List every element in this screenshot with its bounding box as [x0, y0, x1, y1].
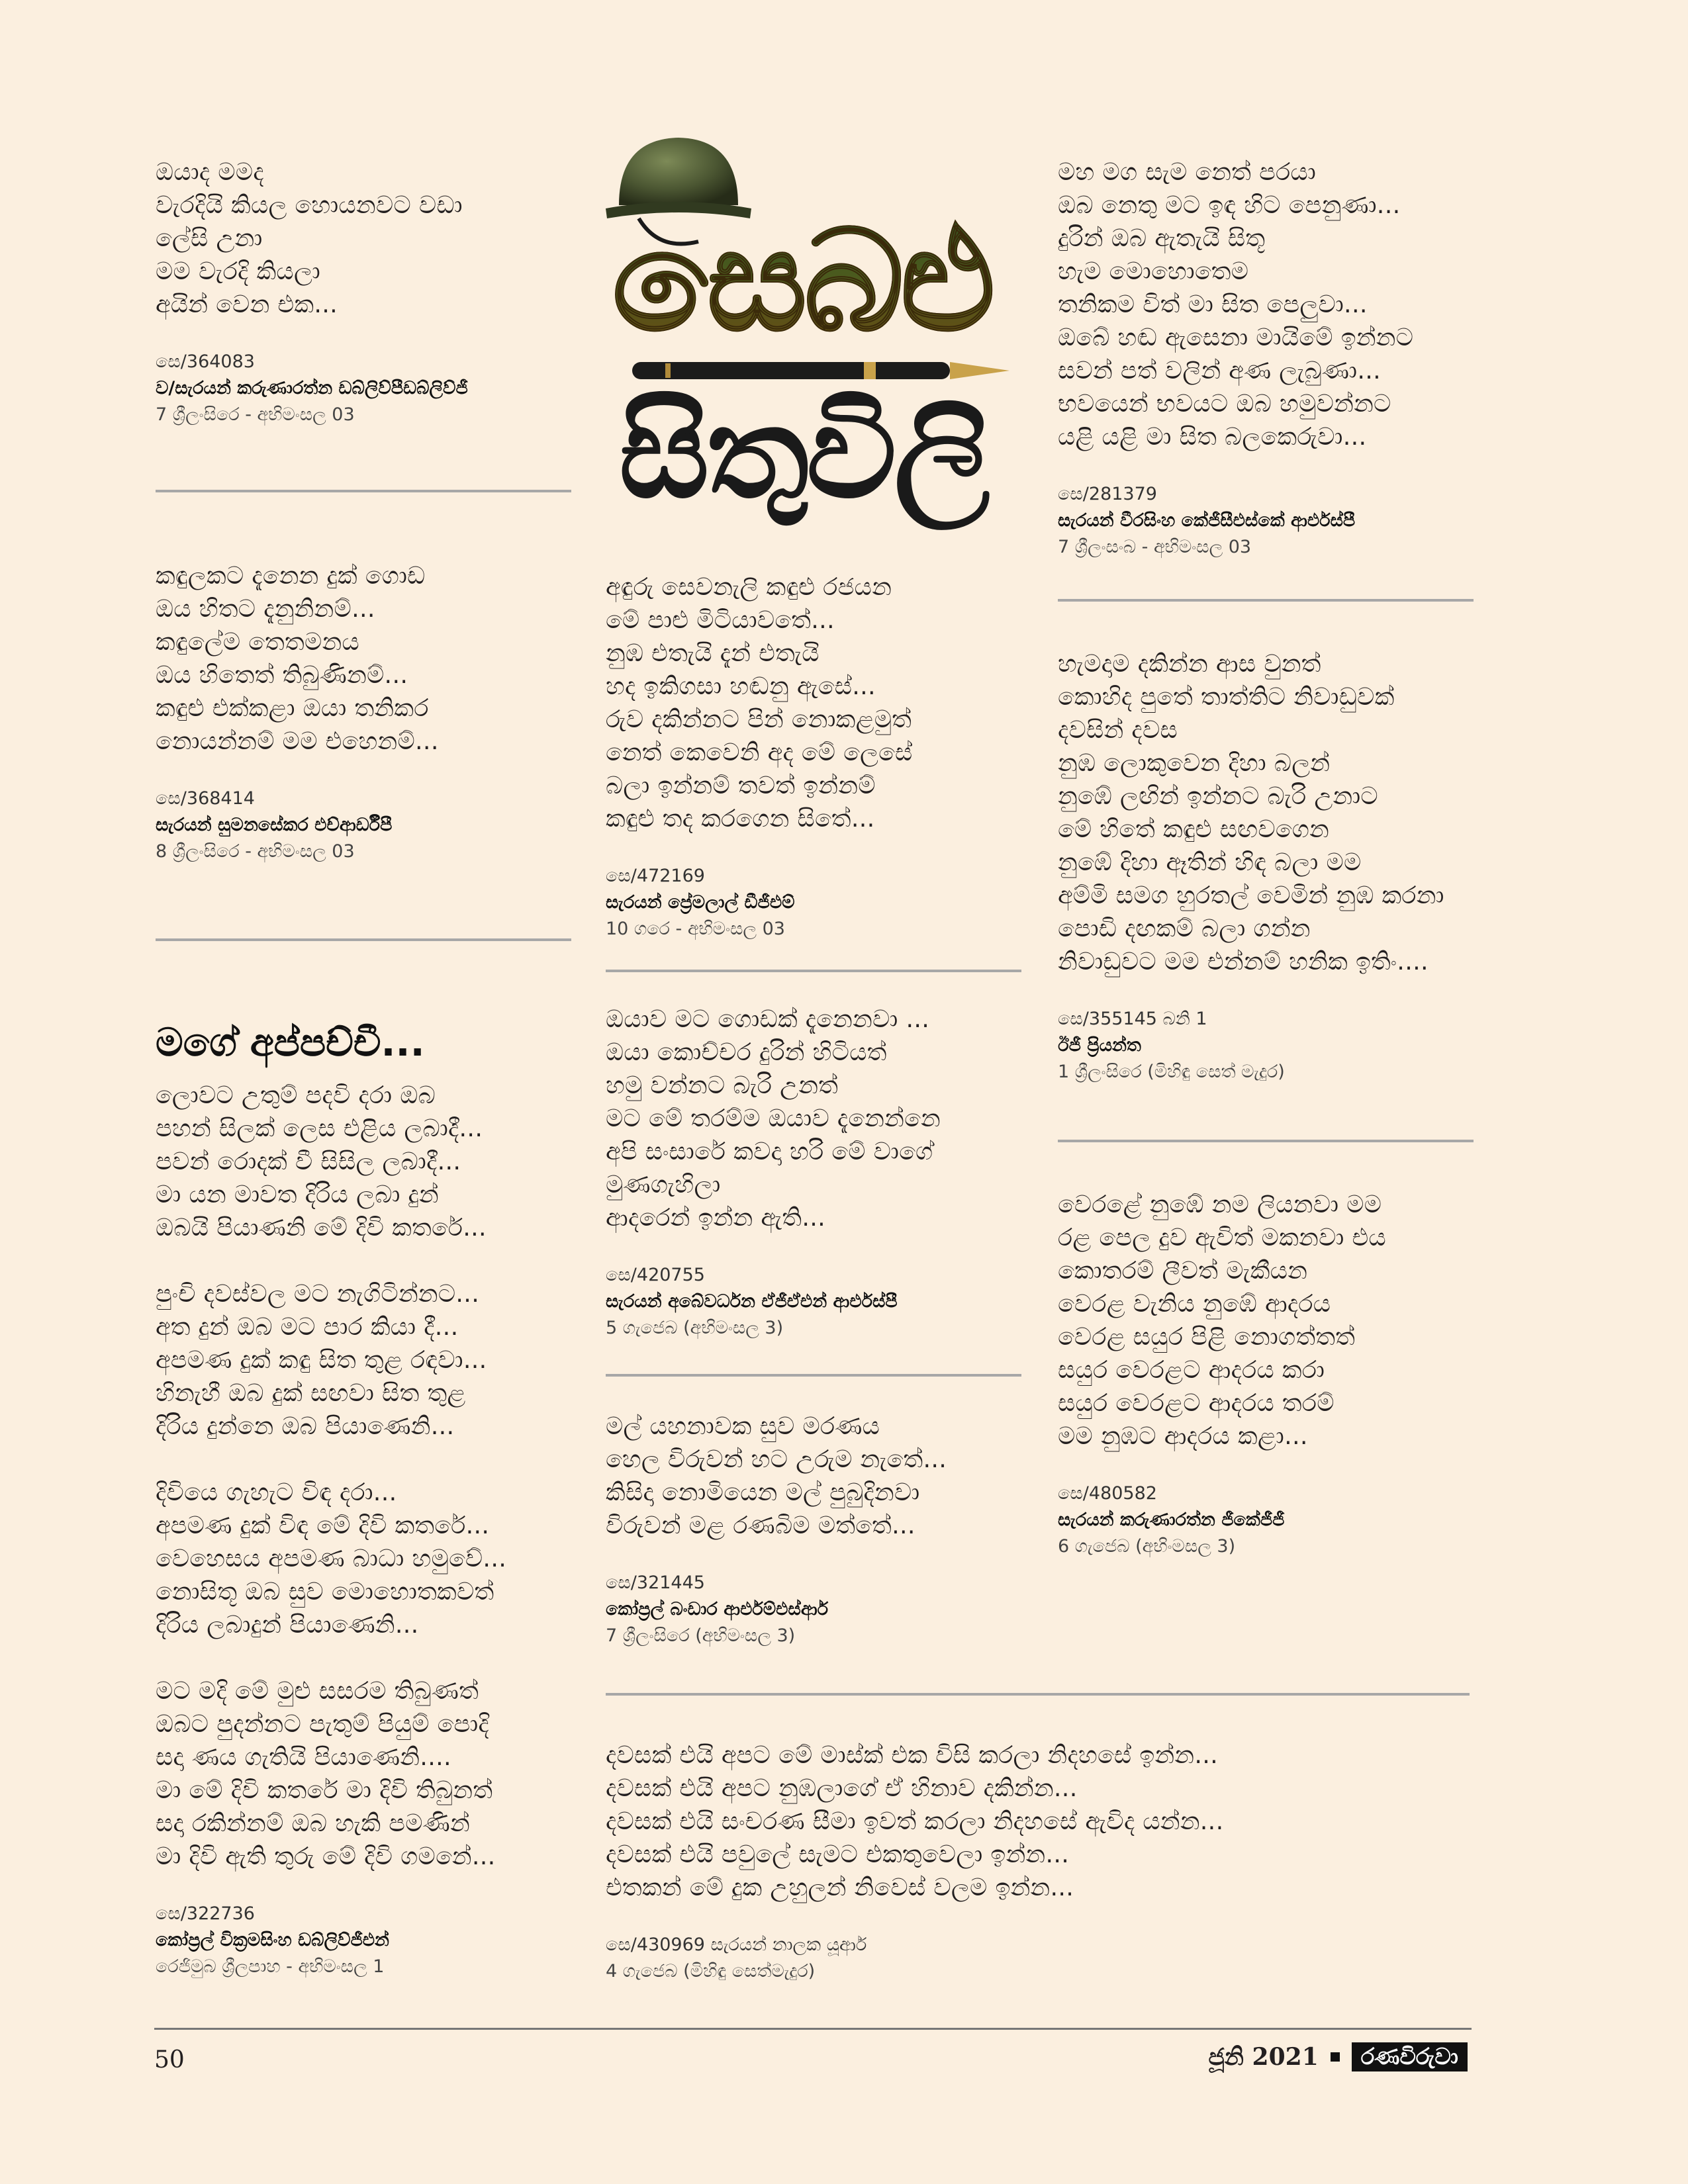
poem-line: භවයෙන් භවයට ඔබ හමුවන්නට: [1058, 389, 1391, 418]
poem-line: මහ මග සැම නෙත් පරයා: [1058, 158, 1317, 186]
poem-line: ඔබේ හඬ ඇසෙනා මායිමේ ඉන්නට: [1058, 323, 1414, 351]
poem-line: වැරදියි කියල හොයනවට වඩා: [156, 191, 463, 219]
poem-6: [606, 1410, 1029, 1649]
poem-line: කඳුළු එක්කළා ඔයා තනිකර: [156, 694, 429, 722]
poem-line: විරුවන් මළ රණබිම මත්තේ...: [606, 1511, 915, 1539]
author-unit: 10 ගරෙ - අභිමංසල 03: [606, 919, 785, 939]
poem-line: නොයන්නම් මම එහෙනම්...: [156, 727, 439, 755]
author-unit: 7 ශ්‍රීලංසිරෙ - අභිමංසල 03: [156, 404, 355, 425]
poem-line: අපි සංසාරේ කවදා හරි මේ වාගේ: [606, 1137, 933, 1165]
poem-line: මම නුඹට ආදරය කළා...: [1058, 1422, 1308, 1450]
poem-line: ඔබයි පියාණනි මේ දිවි කතරේ...: [156, 1213, 487, 1242]
author-name: සැරයන් කරුණාරත්න ජීකේජීජී: [1058, 1510, 1285, 1530]
poem-line: සයුර වෙරළට ආදරය තරම්: [1058, 1388, 1335, 1417]
poem-line: හැමදාම දකින්න ආස වුනත්: [1058, 649, 1321, 678]
page-number: 50: [154, 2046, 185, 2073]
poem-line: ලේසි උනා: [156, 224, 263, 252]
stanza-gap: [156, 1443, 592, 1476]
poem-line: දවසක් එයි පවුලේ සැමට එකතුවෙලා ඉන්න...: [606, 1840, 1070, 1868]
footer-divider: [154, 2028, 1472, 2030]
poem-line: ඔය හිතෙත් තිබුණිනම්...: [156, 660, 408, 689]
poem-10: [1058, 1188, 1481, 1560]
poem-line: වෙරළේ නුඹේ නම ලියනවා මම: [1058, 1190, 1382, 1218]
title-word-1: සෙබළු: [612, 200, 993, 362]
poem-line: ඔය හිතට දැනුනිනම්...: [156, 594, 375, 623]
poem-7: [606, 1739, 1466, 1985]
poem-line: අයින් වෙන එක...: [156, 290, 338, 318]
poem-line: රුව දකින්නට පින් නොකළමුත්: [606, 705, 912, 733]
poem-line: සදා ණය ගැතියි පියාණෙනි....: [156, 1743, 451, 1771]
divider: [1058, 599, 1474, 602]
poem-line: පහන් සිලක් ලෙස එළිය ලබාදී...: [156, 1114, 483, 1142]
author-name: සැරයන් වීරසිංහ කේජීසීඑස්කේ ආර්එස්පී: [1058, 510, 1356, 531]
poem-line: මට මදි මේ මුළු සසරම තිබුණත්: [156, 1676, 479, 1705]
footer-masthead: [1208, 2042, 1468, 2071]
column-middle: [606, 570, 1029, 942]
divider: [1058, 1140, 1474, 1142]
column-middle-2: [606, 1003, 1029, 1342]
poem-line: ඔයාද මමද: [156, 158, 264, 186]
service-number: සෙ/281379: [1058, 484, 1157, 504]
poem-line: දිරිය ලබාදුන් පියාණෙනි...: [156, 1610, 419, 1639]
poem-line: මා දිවි ඇති තුරු මේ දිවි ගමනේ...: [156, 1842, 496, 1870]
author-unit: 7 ශ්‍රීලංසංබ - අභිමංසල 03: [1058, 537, 1252, 557]
column-left-3: [156, 1019, 592, 1980]
poem-8: [1058, 156, 1481, 561]
author-name: සැරයන් අබේවර්ධන ඒජීඒඑන් ආර්එස්පී: [606, 1291, 898, 1312]
stanza-gap: [156, 1244, 592, 1277]
poem-line: බලා ඉන්නම් තවත් ඉන්නම්: [606, 771, 876, 799]
author-name: කෝප්‍රල් බංඩාර ආර්එම්එස්ආර්: [606, 1599, 829, 1619]
poem-3: [156, 1019, 592, 1980]
poem-line: අපමණ දුක් කඳු සිත තුළ රඳවා...: [156, 1345, 487, 1374]
poem-line: කඳුලේම තෙතමනය: [156, 627, 360, 656]
poem-line: මා මේ දිවි කතරේ මා දිවි තිබුනත්: [156, 1776, 493, 1804]
divider: [606, 970, 1021, 972]
poem-line: මට මේ තරම්ම ඔයාව දැනෙන්නෙ: [606, 1104, 941, 1132]
poem-line: කඳුලකට දැනෙන දුක් ගොඩ: [156, 561, 426, 590]
service-number: සෙ/368414: [156, 788, 255, 809]
title-block: [599, 126, 1023, 526]
author-name: ඊජී ප්‍රියන්ත: [1058, 1035, 1141, 1056]
poem-line: නිවාඩුවට මම එන්නම් හනික ඉතිං....: [1058, 947, 1429, 976]
author-name: ව/සැරයන් කරුණාරත්න ඩබ්ලිව්පීඩබ්ලිව්ජී: [156, 378, 468, 398]
poem-line: මල් යහනාවක සුව මරණය: [606, 1412, 880, 1440]
column-middle-3: [606, 1410, 1029, 1649]
poem-line: දිවියෙ ගැහැට විඳ දරා...: [156, 1478, 397, 1506]
service-number: සෙ/472169: [606, 866, 705, 886]
poem-line: සයුර වෙරළට ආදරය කරා: [1058, 1355, 1325, 1384]
poem-line: දවසක් එයි සංචරණ සීමා ඉවත් කරලා නිදහසේ ඇවිද යන්න...: [606, 1807, 1224, 1835]
poem-line: කඳුළු තද කරගෙන සිතේ...: [606, 804, 875, 833]
poem-line: අඳුරු සෙවනැලි කඳුළු රජයන: [606, 572, 892, 601]
poem-line: නුඹ ලොකුවෙන දිහා බලන්: [1058, 749, 1331, 777]
poem-line: ඔබට පුදන්නට පැතුම් පියුම් පොදි: [156, 1709, 489, 1738]
service-number: සෙ/480582: [1058, 1483, 1157, 1504]
poem-line: පුංචි දවස්වල මට නැගිටින්නට...: [156, 1279, 480, 1308]
poem-line: වෙහෙසය අපමණ බාධා හමුවේ...: [156, 1544, 507, 1572]
poem-line: එතකන් මේ දුක උහුලන් නිවෙස් වලම ඉන්න...: [606, 1873, 1074, 1901]
poem-line: යළි යළි මා සිත බලකෙරුවා...: [1058, 422, 1367, 451]
column-wide-bottom: [606, 1739, 1466, 1985]
poem-line: නෙත් කෙවෙනි අද මේ ලෙසේ: [606, 738, 913, 766]
poem-line: ආදරෙන් ඉන්න ඇති...: [606, 1203, 826, 1232]
poem-line: හැම මොහොතෙම: [1058, 257, 1249, 285]
poem-9: [1058, 647, 1495, 1085]
column-right-2: [1058, 647, 1495, 1085]
poem-line: මේ පාළු මිටියාවතේ...: [606, 606, 835, 634]
poem-line: ඔයාව මට ගොඩක් දැනෙනවා ...: [606, 1005, 930, 1033]
poem-line: ලොවට උතුම් පදවි දරා ඔබ: [156, 1081, 436, 1109]
poem-4: [606, 570, 1029, 942]
poem-line: හිනැහී ඔබ දුක් සඟවා සිත තුළ: [156, 1379, 466, 1407]
title-word-2: සිතුවිලි: [619, 380, 988, 526]
poem-line: ඔබ නෙතු මට ඉඳ හිට පෙනුණා...: [1058, 191, 1401, 219]
author-name: සැරයන් සුමනසේකර එච්ආර්ඩීපී: [156, 815, 393, 835]
poem-line: නුඹේ දිහා ඈතින් හිඳ බලා මම: [1058, 848, 1362, 876]
poem-line: පවන් රොදක් වී සිසිල ලබාදී...: [156, 1147, 461, 1175]
poem-line: අම්මි සමග හුරතල් වෙමින් නුඹ කරනා: [1058, 881, 1444, 909]
author-unit: 6 ගැජෙබ (අභිංමසල 3): [1058, 1536, 1236, 1557]
poem-1: [156, 156, 579, 428]
poem-line: තනිකම විත් මා සිත පෙලුවා...: [1058, 290, 1368, 318]
poem-line: දුරින් ඔබ ඇතැයි සිතූ: [1058, 224, 1266, 252]
poem-line: මේ හිතේ කඳුළු සඟවගෙන: [1058, 815, 1330, 843]
author-unit: 4 ගැජෙබ (මිහිඳු සෙත්මැදුර): [606, 1961, 816, 1981]
poem-line: නොසිතූ ඔබ සුව මොහොතකවත්: [156, 1577, 494, 1606]
divider: [156, 490, 571, 492]
service-number: සෙ/364083: [156, 351, 255, 372]
service-number-and-name: සෙ/430969 සැරයන් නාලක යූආර්: [606, 1934, 867, 1955]
poem-line: හමු වන්නට බැරි උනත්: [606, 1071, 839, 1099]
column-left-2: [156, 559, 579, 865]
poem-line: අපමණ දුක් විඳ මේ දිවි කතරේ...: [156, 1511, 490, 1539]
column-right: [1058, 156, 1481, 561]
poem-line: හෙල විරුවන් හට උරුම නැතේ...: [606, 1445, 947, 1473]
column-right-3: [1058, 1188, 1481, 1560]
poem-line: දිරිය දුන්නෙ ඔබ පියාණෙනි...: [156, 1412, 455, 1440]
magazine-name: රණවිරුවා: [1352, 2042, 1468, 2071]
author-name: සැරයන් ප්‍රේමලාල් ඩීජීඑම්: [606, 892, 795, 913]
stanza-gap: [156, 1641, 592, 1674]
divider: [606, 1693, 1470, 1696]
author-unit: 5 ගැජෙබ (අභිමංසල 3): [606, 1318, 784, 1338]
poem-line: මම වැරදි කියලා: [156, 257, 321, 285]
author-unit: 1 ශ්‍රීලංසිරෙ (මිහිඳු සෙත් මැදුර): [1058, 1062, 1285, 1082]
author-name: කෝප්‍රල් වික්‍රමසිංහ ඩබ්ලිව්ජීඑන්: [156, 1930, 389, 1950]
poem-line: ඔයා කොච්චර දුරින් හිටියත්: [606, 1038, 887, 1066]
poem-line: දවසින් දවස: [1058, 715, 1178, 744]
poem-line: කොහිද පුතේ තාත්තිට නිවාඩුවක්: [1058, 682, 1395, 711]
author-unit: 8 ශ්‍රීලංසිරෙ - අභිමංසල 03: [156, 841, 355, 862]
poem-line: අත දුන් ඔබ මට පාර කියා දී...: [156, 1312, 459, 1341]
issue-date: ජූනි 2021: [1208, 2042, 1319, 2071]
divider: [606, 1374, 1021, 1377]
poem-line: නුඹ එතැයි දැන් එතැයි: [606, 639, 820, 667]
service-number: සෙ/420755: [606, 1265, 705, 1285]
column-left: [156, 156, 579, 428]
separator-square-icon: [1331, 2052, 1340, 2062]
poem-line: වෙරළ සයුර පිළි නොගත්තත්: [1058, 1322, 1356, 1351]
service-number: සෙ/355145 බනි 1: [1058, 1009, 1207, 1029]
poem-5: [606, 1003, 1029, 1342]
poem-line: දවසක් එයි අපට මේ මාස්ක් එක විසි කරලා නිදහසේ ඉන්න...: [606, 1741, 1219, 1769]
poem-line: මා යන මාවත දිරිය ලබා දුන්: [156, 1180, 439, 1208]
service-number: සෙ/321445: [606, 1572, 705, 1593]
poem-line: කොතරම් ලීවත් මැකීයන: [1058, 1256, 1308, 1285]
poem-2: [156, 559, 579, 865]
poem-line: වෙරළ වැනිය නුඹේ ආදරය: [1058, 1289, 1331, 1318]
poem-line: හද ඉකිගසා හඬනු ඇසේ...: [606, 672, 876, 700]
author-unit: රෙජිමුබ ශ්‍රීලපාහ - අභිමංසල 1: [156, 1956, 385, 1977]
poem-line: සදා රකින්නම් ඔබ හැකි පමණින්: [156, 1809, 471, 1837]
poem-heading: මගේ අප්පච්චී...: [156, 1020, 425, 1065]
poem-line: මුණගැහිලා: [606, 1170, 721, 1199]
poem-line: කිසිදා නොමියෙන මල් පුබුදිනවා: [606, 1478, 920, 1506]
service-number: සෙ/322736: [156, 1903, 255, 1924]
poem-line: නුඹේ ලඟින් ඉන්නට බැරි උනාට: [1058, 782, 1378, 810]
divider: [156, 938, 571, 941]
poem-line: දවසක් එයි අපට නුඹලාගේ ඒ හිනාව දකින්න...: [606, 1774, 1078, 1802]
poem-line: සවන් පත් වලින් අණ ලැබුණා...: [1058, 356, 1382, 385]
author-unit: 7 ශ්‍රීලංසිරෙ (අභිමංසල 3): [606, 1625, 796, 1646]
poem-line: රළ පෙල දුව ඇවිත් මකනවා එය: [1058, 1223, 1387, 1251]
poem-line: පොඩි දඟකම් බලා ගන්න: [1058, 914, 1311, 942]
